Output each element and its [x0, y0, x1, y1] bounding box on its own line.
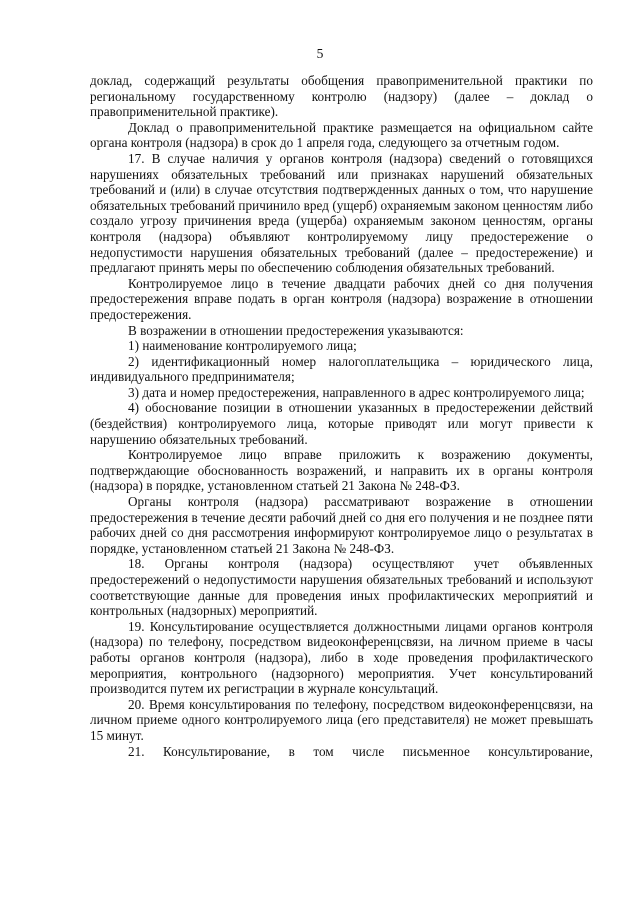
paragraph: 20. Время консультирования по телефону, посредством видеоконференцсвязи, на личном приеме одного контролируемого лица (его представителя) не может превышать 15 минут. — [90, 696, 593, 743]
page-number: 5 — [316, 46, 324, 61]
paragraph: Контролируемое лицо вправе приложить к возражению документы, подтверждающие обоснованность возражений, и направить их в органы контроля (надзора) в порядке, установленном статьей 21 Закона № 248-ФЗ. — [90, 447, 593, 494]
paragraph: Органы контроля (надзора) рассматривают возражение в отношении предостережения в течение десяти рабочий дней со дня его получения и не позднее пяти рабочих дней со дня рассмотрения информируют контролируемое лицо о результатах в порядке, установленном статьей 21 Закона № 248-ФЗ. — [90, 494, 593, 556]
paragraph: доклад, содержащий результаты обобщения правоприменительной практики по региональному государственному контролю (надзору) (далее – доклад о правоприменительной практике). — [90, 73, 593, 120]
paragraph: 3) дата и номер предостережения, направленного в адрес контролируемого лица; — [128, 384, 585, 400]
paragraph: 19. Консультирование осуществляется должностными лицами органов контроля (надзора) по телефону, посредством видеоконференцсвязи, на личном приеме в часы работы органов контроля (надзора), либо в ходе проведения профилактического мероприятия, контрольного (надзорного) мероприятия. Учет консультирований производится путем их регистрации в журнале консультаций. — [90, 618, 593, 697]
document-body — [90, 73, 593, 759]
paragraph: 4) обоснование позиции в отношении указанных в предостережении действий (бездействия) контролируемого лица, которые приводят или могут привести к нарушению обязательных требований. — [90, 400, 593, 447]
paragraph: Доклад о правоприменительной практике размещается на официальном сайте органа контроля (надзора) в срок до 1 апреля года, следующего за отчетным годом. — [90, 119, 593, 151]
paragraph: Контролируемое лицо в течение двадцати рабочих дней со дня получения предостережения вправе подать в орган контроля (надзора) возражение в отношении предостережения. — [90, 275, 593, 322]
paragraph: В возражении в отношении предостережения указываются: — [128, 322, 464, 338]
paragraph: 2) идентификационный номер налогоплательщика – юридического лица, индивидуального предпринимателя; — [90, 353, 593, 385]
paragraph: 18. Органы контроля (надзора) осуществляют учет объявленных предостережений о недопустимости нарушения обязательных требований и используют соответствующие данные для проведения иных профилактических мероприятий и контрольных (надзорных) мероприятий. — [90, 556, 593, 619]
paragraph: 1) наименование контролируемого лица; — [128, 338, 357, 354]
paragraph: 17. В случае наличия у органов контроля (надзора) сведений о готовящихся нарушениях обязательных требований или признаках нарушений обязательных требований и (или) в случае отсутствия подтвержденных данных о том, что нарушение обязательных требований причинило вред (ущерб) охраняемым законом ценностям либо создало угрозу причинения вреда (ущерба) охраняемым законом ценностям, органы контроля (надзора) объявляют контролируемому лицу предостережение о недопустимости нарушения обязательных требований (далее – предостережение) и предлагают принять меры по обеспечению соблюдения обязательных требований. — [90, 150, 593, 276]
paragraph: 21. Консультирование, в том числе письменное консультирование, — [128, 743, 593, 759]
